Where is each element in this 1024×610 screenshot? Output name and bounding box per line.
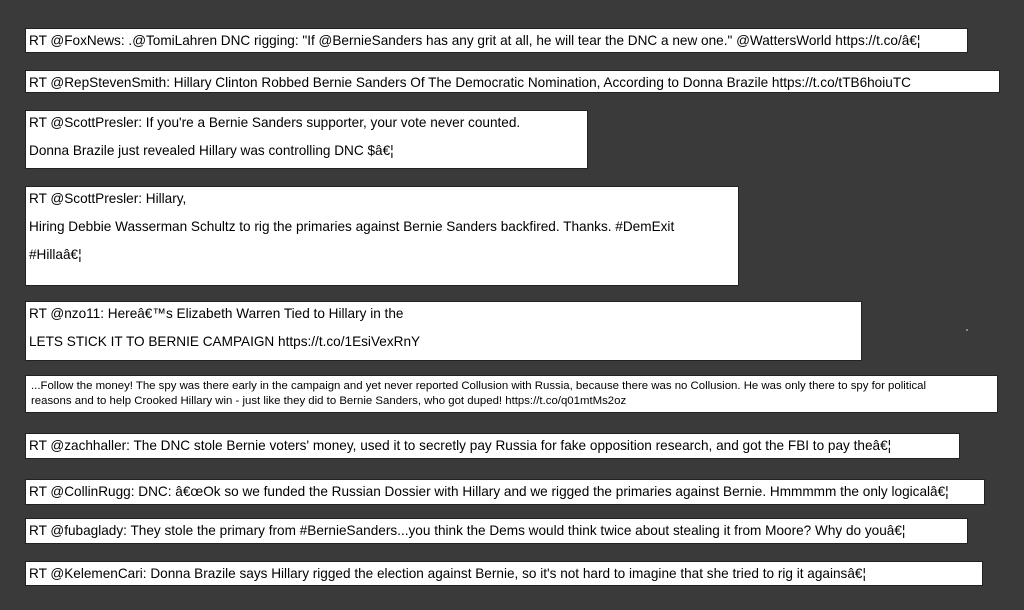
tweet-card-scottpresler-1 [25, 110, 588, 169]
tweet-text: RT @CollinRugg: DNC: â€œOk so we funded the Russian Dossier with Hillary and we rigged the primaries against Bernie. Hmmmmm the only logicalâ€¦ [29, 484, 949, 499]
tweet-card-scottpresler-2 [25, 186, 739, 286]
tweet-card-nzo11 [25, 301, 862, 361]
tweet-card-follow-the-money [25, 375, 998, 413]
tweet-card-repstevensmith [25, 70, 1000, 93]
tweet-text: RT @nzo11: Hereâ€™s Elizabeth Warren Tied to Hillary in the [29, 306, 404, 321]
stray-dot [966, 329, 968, 331]
tweet-text: RT @ScottPresler: Hillary, [29, 191, 187, 206]
tweet-text: Hiring Debbie Wasserman Schultz to rig the primaries against Bernie Sanders backfired. Thanks. #DemExit [29, 219, 675, 234]
tweet-card-fubaglady [25, 518, 968, 544]
tweet-text: reasons and to help Crooked Hillary win - just like they did to Bernie Sanders, who got duped! https://t.co/q01mtMs2oz [31, 395, 627, 407]
tweet-text: #Hillaâ€¦ [29, 247, 82, 262]
tweet-text: RT @RepStevenSmith: Hillary Clinton Robbed Bernie Sanders Of The Democratic Nomination, According to Donna Brazile https://t.co/tTB6hoiuTC [29, 75, 911, 90]
tweet-text: RT @zachhaller: The DNC stole Bernie voters' money, used it to secretly pay Russia for fake opposition research, and got the FBI to pay theâ€¦ [29, 438, 892, 453]
tweet-text: RT @FoxNews: .@TomiLahren DNC rigging: "If @BernieSanders has any grit at all, he will tear the DNC a new one." @WattersWorld https://t.co/â€¦ [29, 33, 921, 48]
tweet-text: LETS STICK IT TO BERNIE CAMPAIGN https://t.co/1EsiVexRnY [29, 334, 421, 349]
paragraph-gap [29, 208, 738, 218]
tweet-card-collinrugg [25, 479, 985, 505]
tweet-card-zachhaller [25, 433, 960, 459]
paragraph-gap [29, 323, 861, 333]
tweet-text: RT @KelemenCari: Donna Brazile says Hillary rigged the election against Bernie, so it's not hard to imagine that she tried to rig it againsâ€¦ [29, 566, 866, 581]
paragraph-gap [29, 236, 738, 246]
tweet-card-foxnews [25, 28, 968, 53]
tweet-text: RT @fubaglady: They stole the primary from #BernieSanders...you think the Dems would think twice about stealing it from Moore? Why do youâ€¦ [29, 523, 906, 538]
tweet-text: ...Follow the money! The spy was there early in the campaign and yet never reported Collusion with Russia, because there was no Collusion. He was only there to spy for political [31, 380, 927, 392]
tweet-text: RT @ScottPresler: If you're a Bernie Sanders supporter, your vote never counted. [29, 115, 521, 130]
tweet-text: Donna Brazile just revealed Hillary was controlling DNC $â€¦ [29, 143, 394, 158]
tweet-card-kelemencari [25, 561, 983, 586]
paragraph-gap [29, 132, 587, 142]
